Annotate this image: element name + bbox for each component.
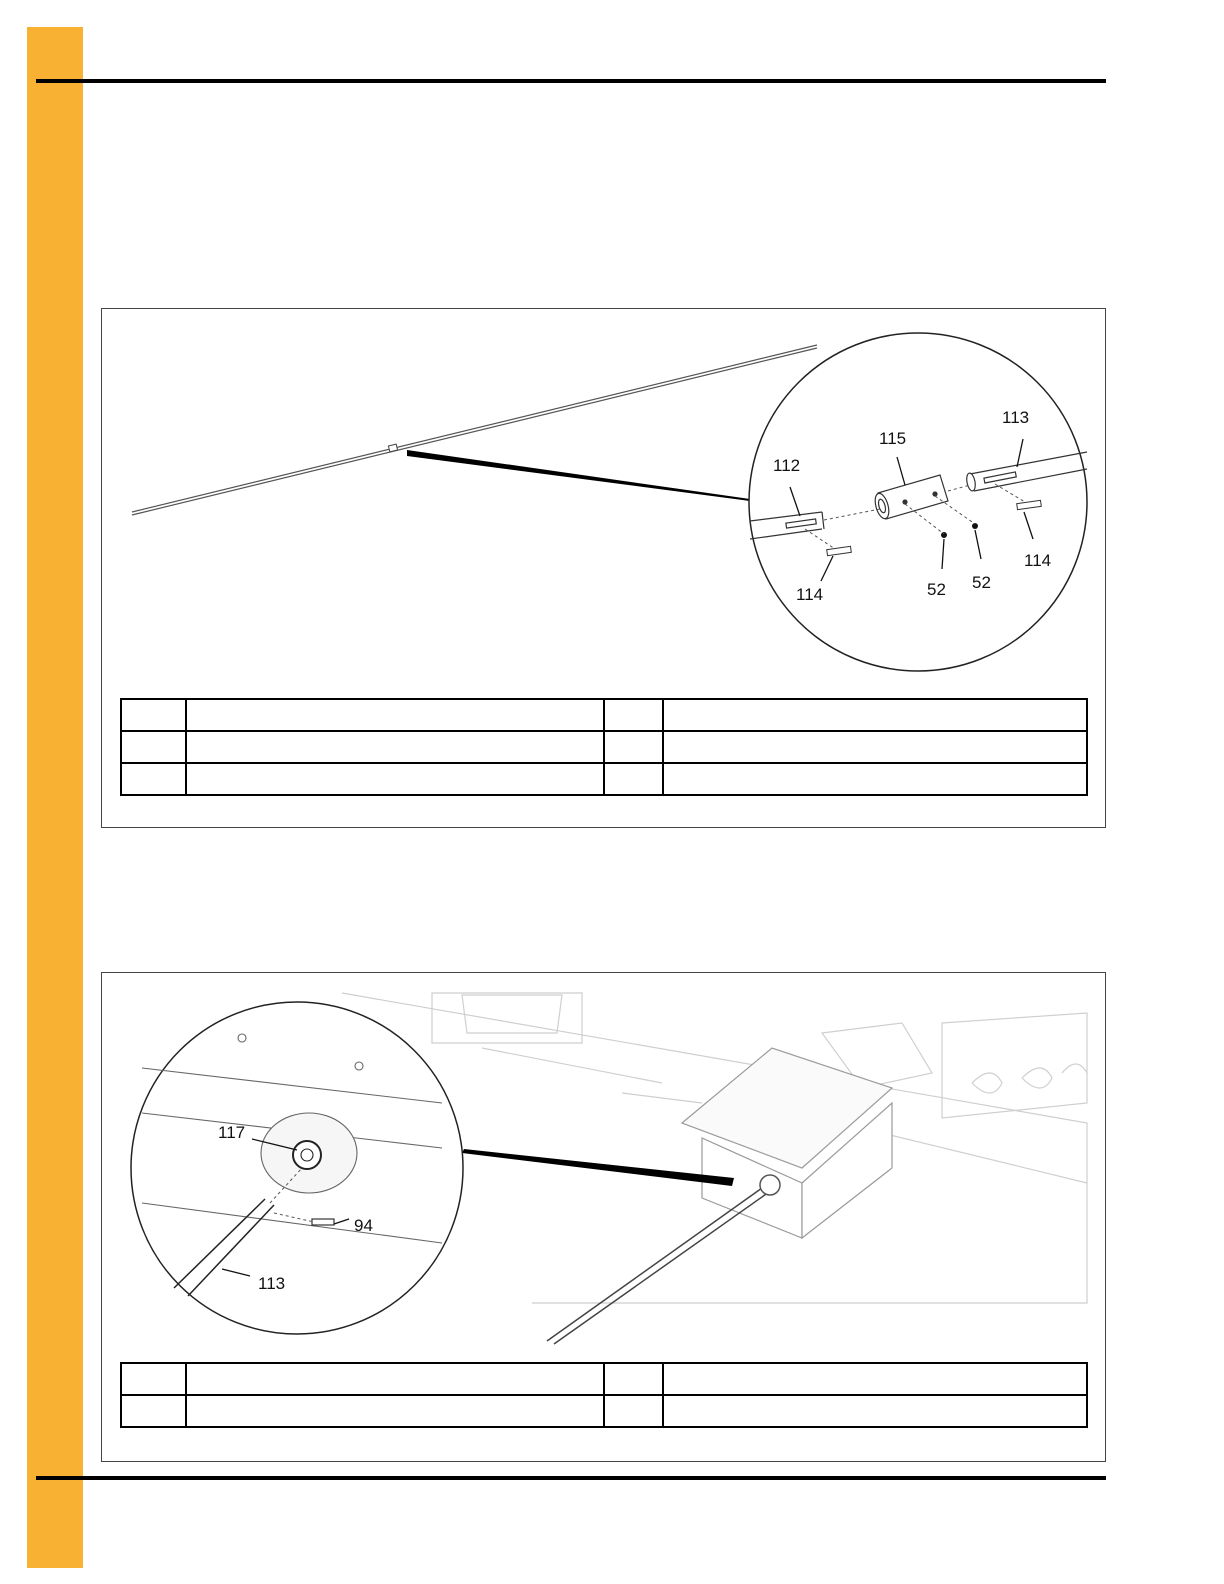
callout-114-right: 114 (1024, 551, 1052, 570)
table-row (121, 731, 1087, 763)
desc-cell (663, 699, 1087, 731)
callout-52-a: 52 (927, 580, 946, 599)
table-row (121, 763, 1087, 795)
ref-cell (604, 763, 663, 795)
ref-cell (121, 699, 186, 731)
desc-cell (663, 731, 1087, 763)
callout-113: 113 (1002, 408, 1030, 427)
ref-cell (121, 763, 186, 795)
desc-cell (663, 1363, 1087, 1395)
desc-cell (186, 1395, 604, 1427)
desc-cell (186, 763, 604, 795)
callout-52-b: 52 (972, 573, 991, 592)
callout-115: 115 (879, 429, 907, 448)
table-row (121, 1363, 1087, 1395)
setscrew-52-a (941, 532, 947, 538)
gearbox-housing (682, 1048, 892, 1238)
table-row (121, 699, 1087, 731)
ref-cell (604, 731, 663, 763)
detail-leader (462, 1149, 734, 1186)
desc-cell (186, 699, 604, 731)
callout-113: 113 (258, 1274, 286, 1293)
table-row (121, 1395, 1087, 1427)
ref-cell (121, 1363, 186, 1395)
desc-cell (663, 1395, 1087, 1427)
ref-cell (121, 731, 186, 763)
footer-rule (36, 1476, 1106, 1480)
desc-cell (663, 763, 1087, 795)
detail-leader (407, 450, 750, 501)
callout-117: 117 (218, 1123, 246, 1142)
ref-cell (604, 1395, 663, 1427)
callout-112: 112 (773, 456, 801, 475)
drive-shaft-overview (132, 345, 817, 515)
desc-cell (186, 731, 604, 763)
desc-cell (186, 1363, 604, 1395)
header-rule (36, 79, 1106, 83)
ref-cell (604, 1363, 663, 1395)
parts-table-2 (120, 1362, 1088, 1428)
figure-shaft-coupler-assembly (101, 308, 1106, 828)
parts-table-1 (120, 698, 1088, 796)
ref-cell (604, 699, 663, 731)
side-tab-bar (27, 27, 83, 1568)
ref-cell (121, 1395, 186, 1427)
sprocket-at-housing (760, 1175, 780, 1195)
callout-94: 94 (354, 1216, 373, 1235)
figure-shaft-to-drive-assembly (101, 972, 1106, 1462)
callout-114-left: 114 (796, 585, 824, 604)
